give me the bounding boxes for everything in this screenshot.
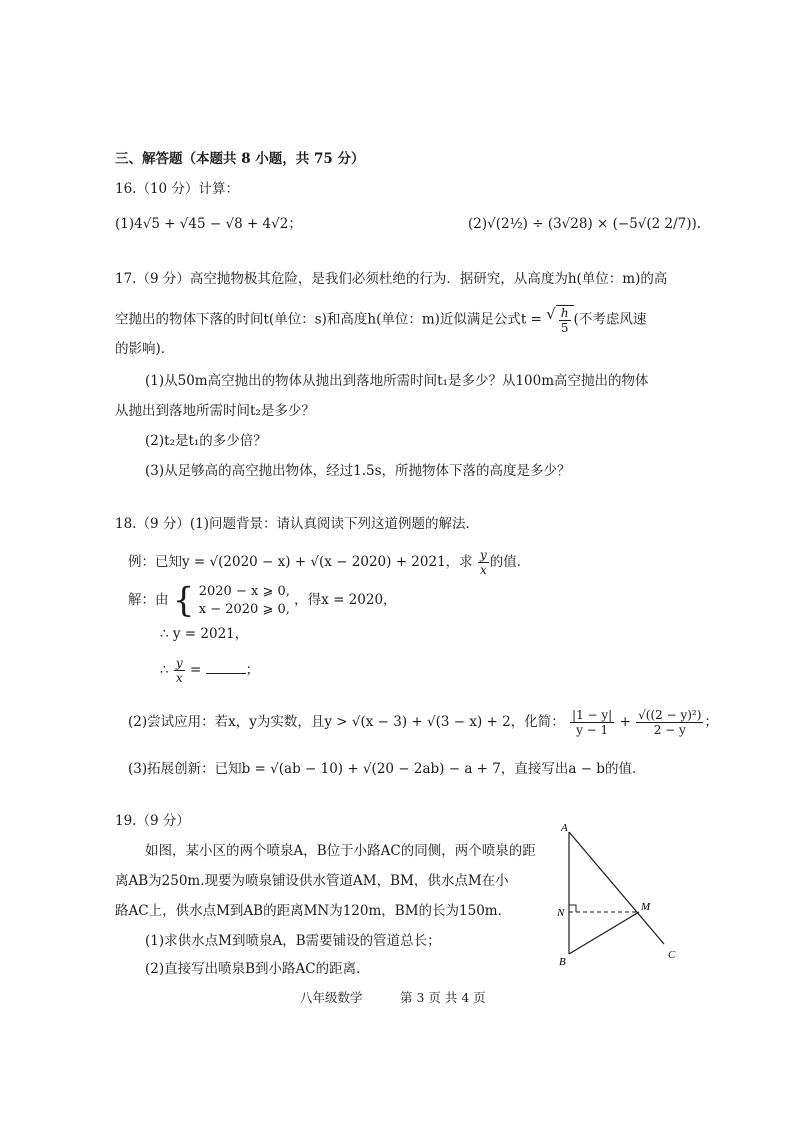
q18-example-pre: 例：已知y = √(2020 − x) + √(x − 2020) + 2021，求 <box>128 554 473 570</box>
segment-AC <box>569 832 664 944</box>
q18-step2-eq: = <box>189 662 202 678</box>
q17-line2-post: (不考虑风速 <box>573 311 647 328</box>
q18-example <box>128 548 530 577</box>
q18-step2-pre: ∴ <box>160 662 169 678</box>
q18-sol-post: ，得x = 2020， <box>294 592 397 608</box>
label-C: C <box>668 949 676 961</box>
q18-p3: (3)拓展创新：已知b = √(ab − 10) + √(20 − 2ab) − a + 7，直接写出a − b的值． <box>128 761 646 777</box>
q18-p2-pre: (2)尝试应用：若x，y为实数，且y > √(x − 3) + √(3 − x) + 2，化简： <box>128 714 565 730</box>
answer-blank[interactable] <box>206 659 246 674</box>
q17-line2 <box>115 305 646 335</box>
label-M: M <box>641 901 651 913</box>
q17-line3: 的影响)． <box>115 341 175 357</box>
q18-p2-frac1-num: |1 − y| <box>572 708 613 722</box>
q17-formula-num: h <box>560 306 569 320</box>
section-header: 三、解答题（本题共 8 小题，共 75 分） <box>115 151 365 167</box>
q17-p3: (3)从足够高的高空抛出物体，经过1.5s，所抛物体下落的高度是多少？ <box>145 463 571 479</box>
q17-formula-sqrt: √ $\frac{h}{5}$ <box>546 305 573 335</box>
q19-line2: 离AB为250m.现要为喷泉铺设供水管道AM，BM，供水点M在小 <box>115 873 509 889</box>
q18-p2-frac2 <box>636 708 703 737</box>
q17-formula-den: 5 <box>560 321 569 335</box>
q18-example-frac-num: y <box>479 548 487 562</box>
q17-line1: 17.（9 分）高空抛物极其危险，是我们必须杜绝的行为．据研究，从高度为h(单位：m)的高 <box>115 271 668 287</box>
q18-p2-frac1 <box>570 708 614 737</box>
q18-p2-frac1-den: y − 1 <box>576 723 609 737</box>
geometry-figure <box>548 818 688 970</box>
label-N: N <box>557 907 565 919</box>
q18-solution <box>128 582 397 619</box>
q18-step2-frac <box>174 656 185 685</box>
q18-p2-frac2-num: √((2 − y)²) <box>638 708 702 722</box>
q16-p1-label: (1) <box>115 216 135 232</box>
q18-step1: ∴ y = 2021， <box>160 626 249 642</box>
q16-part2 <box>468 215 701 233</box>
q18-step2 <box>160 656 259 685</box>
q17-p1b: 从抛出到落地所需时间t₂是多少？ <box>115 403 315 419</box>
footer-subject: 八年级数学 <box>300 990 363 1005</box>
right-angle-mark <box>569 905 576 912</box>
q18-head: 18.（9 分）(1)问题背景：请认真阅读下列这道例题的解法． <box>115 516 479 532</box>
q18-p2-frac2-den: 2 − y <box>653 723 686 737</box>
q18-system <box>199 583 290 619</box>
q19-line3: 路AC上，供水点M到AB的距离MN为120m，BM的长为150m． <box>115 903 512 919</box>
segment-BM <box>569 912 639 954</box>
label-B: B <box>559 956 566 968</box>
q18-p2-end: ； <box>704 714 718 730</box>
q18-sol-pre: 解：由 <box>128 592 169 608</box>
q18-sys1: 2020 − x ⩾ 0, <box>198 583 290 599</box>
q18-p2-plus: + <box>619 714 631 730</box>
label-A: A <box>561 822 568 834</box>
q18-step2-den: x <box>175 671 183 685</box>
q18-example-frac <box>478 548 489 577</box>
q18-step2-num: y <box>175 656 183 670</box>
q16-p1-expr: 4√5 + √45 − √8 + 4√2； <box>134 216 302 232</box>
q18-example-post: 的值． <box>489 554 531 570</box>
q18-sys2: x − 2020 ⩾ 0, <box>198 601 290 617</box>
q16-p2-expr: √(2½) ÷ (3√28) × (−5√(2 2/7)). <box>487 216 702 232</box>
q18-step2-end: ； <box>245 662 260 678</box>
q16-p2-label: (2) <box>468 216 488 232</box>
q19-p2: (2)直接写出喷泉B到小路AC的距离． <box>145 961 370 977</box>
footer-page-number: 第 3 页 共 4 页 <box>400 990 486 1005</box>
q17-formula-frac <box>559 306 571 335</box>
q18-example-frac-den: x <box>479 563 487 577</box>
q18-p2 <box>128 708 718 737</box>
q16-head: 16.（10 分）计算： <box>115 181 239 197</box>
q17-line2-pre: 空抛出的物体下落的时间t(单位：s)和高度h(单位：m)近似满足公式t = <box>115 311 542 328</box>
q17-p2: (2)t₂是t₁的多少倍？ <box>145 433 267 449</box>
q19-p1: (1)求供水点M到喷泉A，B需要铺设的管道总长； <box>145 933 441 949</box>
q19-line1: 如图，某小区的两个喷泉A，B位于小路AC的同侧，两个喷泉的距 <box>145 843 536 859</box>
q18-brace: { <box>172 580 195 621</box>
q19-head: 19.（9 分） <box>115 813 190 829</box>
q16-part1 <box>115 215 302 233</box>
q17-p1a: (1)从50m高空抛出的物体从抛出到落地所需时间t₁是多少？从100m高空抛出的物体 <box>145 373 649 389</box>
